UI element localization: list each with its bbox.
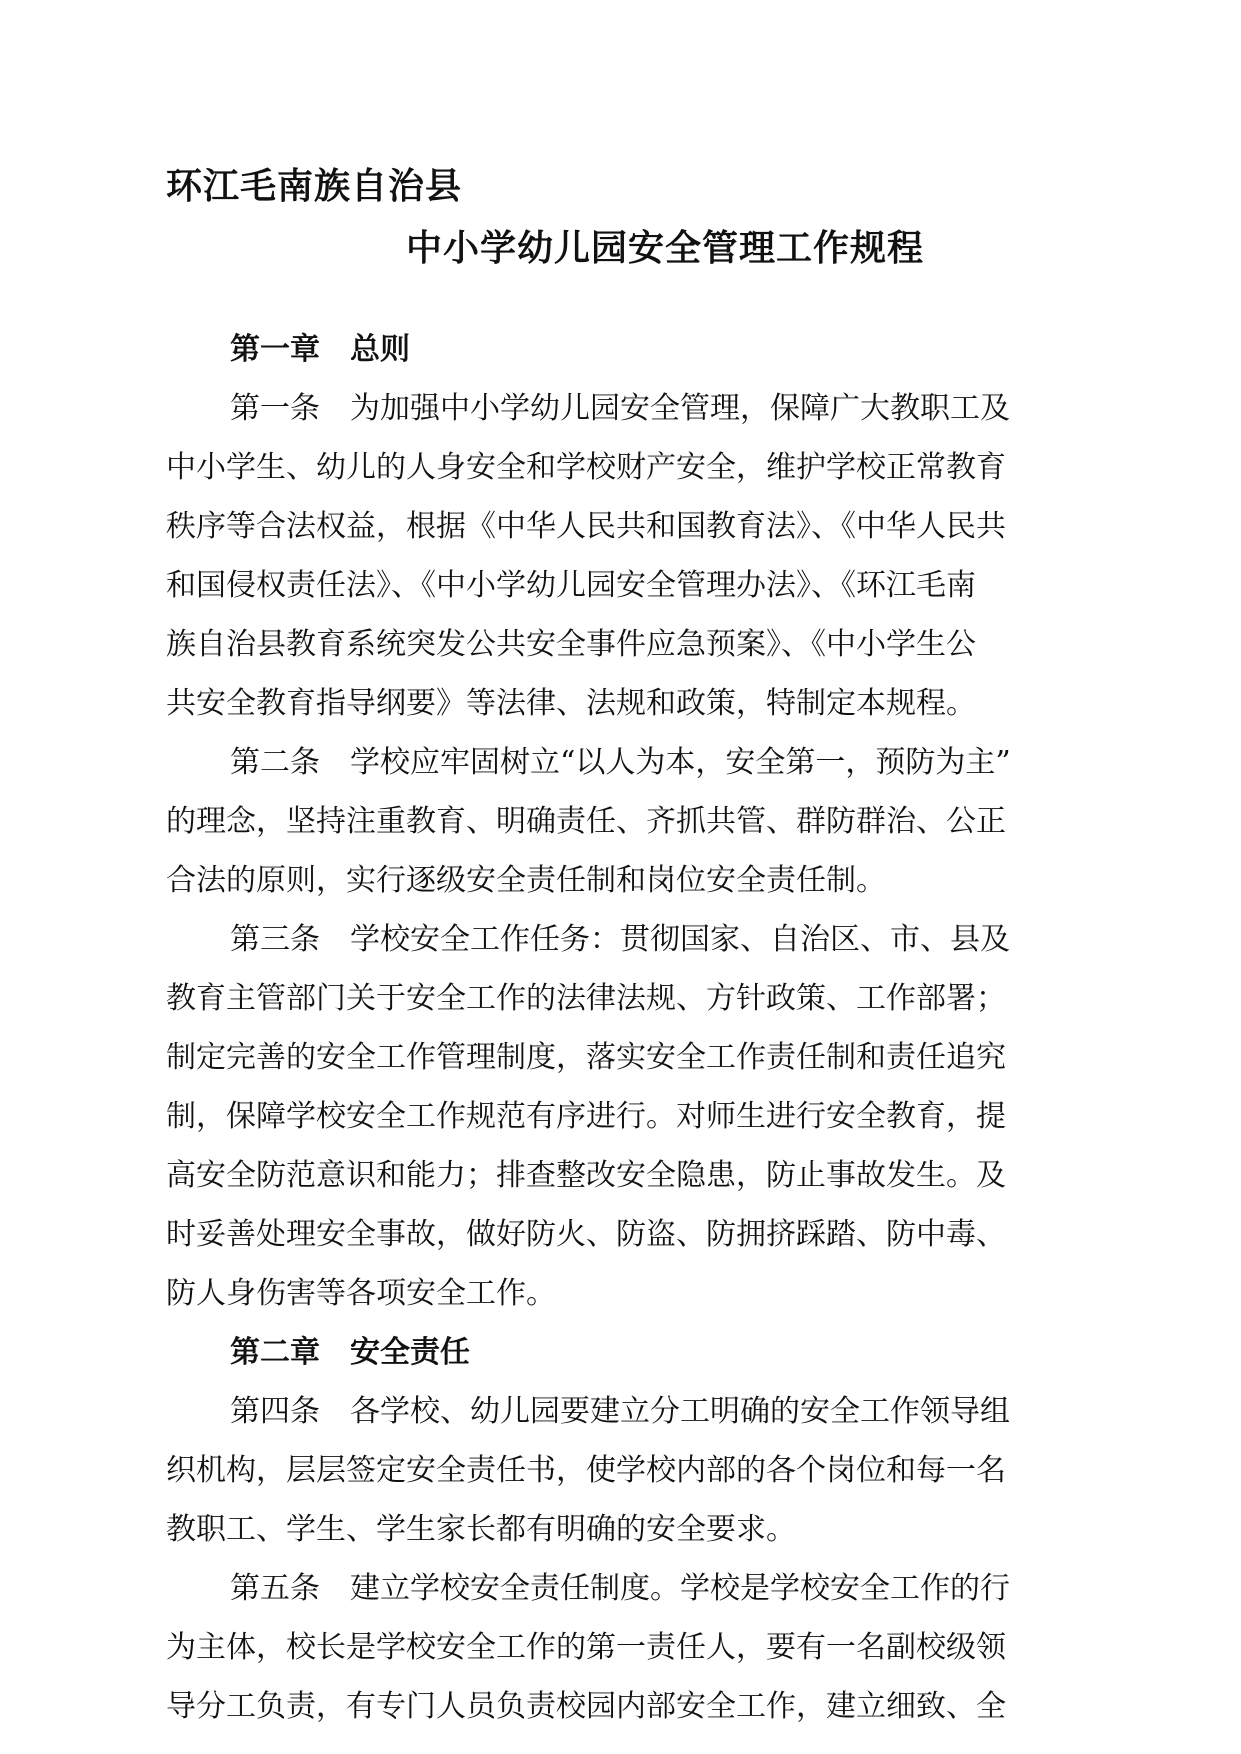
- document-title-county: 环江毛南族自治县: [166, 166, 463, 207]
- chapter-heading-2: [166, 1323, 1096, 1382]
- chapter-name: 总则: [350, 332, 410, 367]
- article-2-line-3: 合法的原则，实行逐级安全责任制和岗位安全责任制。: [166, 863, 886, 898]
- article-text: 为加强中小学幼儿园安全管理，保障广大教职工及: [350, 391, 1010, 426]
- chapter-label: 第一章: [230, 332, 320, 367]
- article-4-line-1: [166, 1382, 1096, 1441]
- article-3-line-1: [166, 910, 1096, 969]
- chapter-name: 安全责任: [350, 1335, 470, 1370]
- article-5-line-3: 导分工负责，有专门人员负责校园内部安全工作，建立细致、全: [166, 1689, 1006, 1724]
- article-number: 第五条: [230, 1571, 320, 1606]
- article-4-line-3: 教职工、学生、学生家长都有明确的安全要求。: [166, 1512, 796, 1547]
- chapter-heading-1: [166, 320, 1096, 379]
- article-text: 学校安全工作任务：贯彻国家、自治区、市、县及: [350, 922, 1010, 957]
- article-1-line-5: 族自治县教育系统突发公共安全事件应急预案》、《中小学生公: [166, 627, 976, 662]
- article-1-line-4: 和国侵权责任法》、《中小学幼儿园安全管理办法》、《环江毛南: [166, 568, 976, 603]
- chapter-label: 第二章: [230, 1335, 320, 1370]
- article-1-line-6: 共安全教育指导纲要》等法律、法规和政策，特制定本规程。: [166, 686, 976, 721]
- article-1-line-2: 中小学生、幼儿的人身安全和学校财产安全，维护学校正常教育: [166, 450, 1006, 485]
- article-number: 第一条: [230, 391, 320, 426]
- article-2-line-2: 的理念，坚持注重教育、明确责任、齐抓共管、群防群治、公正: [166, 804, 1006, 839]
- article-3-line-6: 时妥善处理安全事故，做好防火、防盗、防拥挤踩踏、防中毒、: [166, 1217, 1006, 1252]
- article-5-line-2: 为主体，校长是学校安全工作的第一责任人，要有一名副校级领: [166, 1630, 1006, 1665]
- article-text: 建立学校安全责任制度。学校是学校安全工作的行: [350, 1571, 1010, 1606]
- article-5-line-1: [166, 1559, 1096, 1618]
- article-1-line-1: [166, 379, 1096, 438]
- article-text: 学校应牢固树立“以人为本，安全第一，预防为主”: [350, 745, 1011, 780]
- article-3-line-3: 制定完善的安全工作管理制度，落实安全工作责任制和责任追究: [166, 1040, 1006, 1075]
- document-title-main: 中小学幼儿园安全管理工作规程: [406, 228, 925, 269]
- article-2-line-1: [166, 733, 1096, 792]
- article-4-line-2: 织机构，层层签定安全责任书，使学校内部的各个岗位和每一名: [166, 1453, 1006, 1488]
- article-number: 第二条: [230, 745, 320, 780]
- article-number: 第四条: [230, 1394, 320, 1429]
- article-number: 第三条: [230, 922, 320, 957]
- article-3-line-5: 高安全防范意识和能力；排查整改安全隐患，防止事故发生。及: [166, 1158, 1006, 1193]
- article-3-line-2: 教育主管部门关于安全工作的法律法规、方针政策、工作部署；: [166, 981, 1006, 1016]
- article-text: 各学校、幼儿园要建立分工明确的安全工作领导组: [350, 1394, 1010, 1429]
- article-3-line-4: 制，保障学校安全工作规范有序进行。对师生进行安全教育，提: [166, 1099, 1006, 1134]
- document-body: [166, 320, 1096, 1736]
- article-3-line-7: 防人身伤害等各项安全工作。: [166, 1276, 556, 1311]
- article-1-line-3: 秩序等合法权益，根据《中华人民共和国教育法》、《中华人民共: [166, 509, 1006, 544]
